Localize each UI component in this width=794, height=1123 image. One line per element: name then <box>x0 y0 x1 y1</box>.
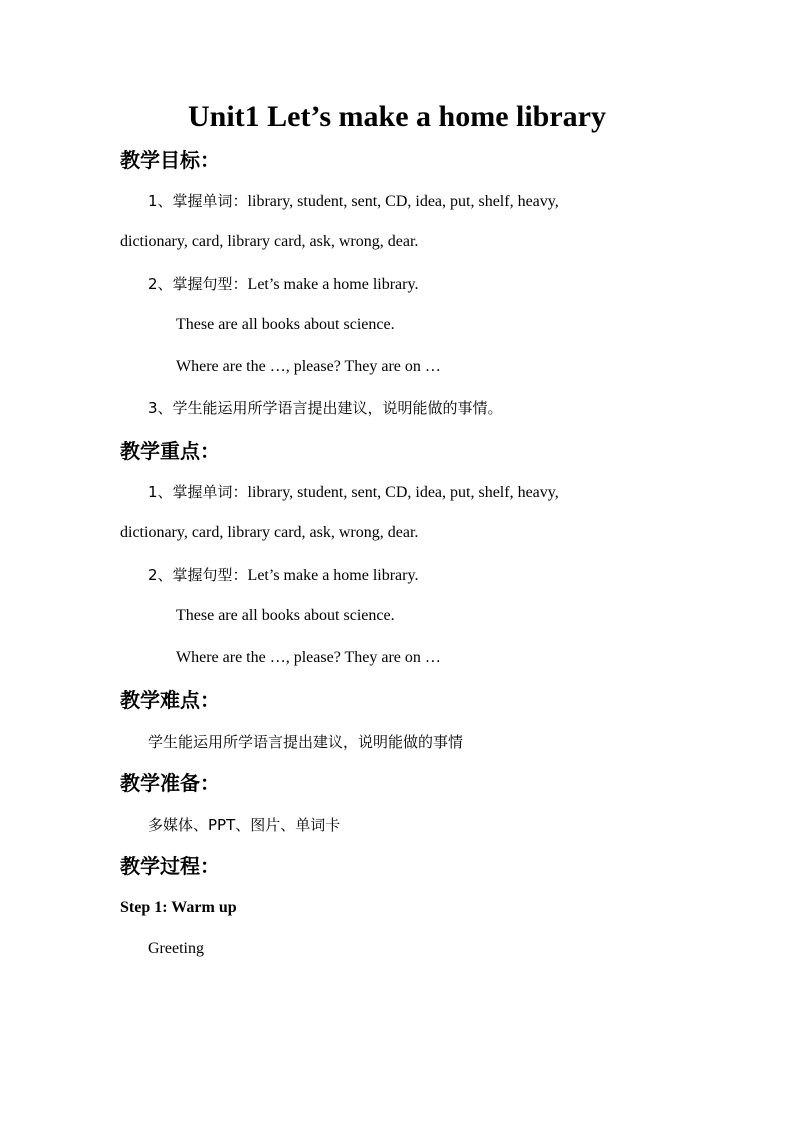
objectives-item-2 <box>148 273 418 296</box>
document-title: Unit1 Let’s make a home library <box>187 100 606 133</box>
key-points-item-2 <box>148 564 418 587</box>
key-points-item-2-prefix: 2、掌握句型： <box>148 566 248 584</box>
difficulties-heading: 教学难点： <box>120 688 220 712</box>
key-points-item-2-text: Let’s make a home library. <box>247 567 419 584</box>
objectives-item-3: 3、学生能运用所学语言提出建议，说明能做的事情。 <box>148 399 503 417</box>
difficulties-text: 学生能运用所学语言提出建议，说明能做的事情 <box>148 733 464 751</box>
preparation-heading: 教学准备： <box>120 771 220 795</box>
key-points-item-2-line-2: These are all books about science. <box>176 607 395 624</box>
key-points-item-2-line-3: Where are the …, please? They are on … <box>176 649 441 666</box>
key-points-item-1 <box>148 481 559 504</box>
key-points-item-1-text: library, student, sent, CD, idea, put, shelf, heavy, <box>247 484 559 501</box>
objectives-item-1 <box>148 190 559 213</box>
preparation-text: 多媒体、PPT、图片、单词卡 <box>148 816 341 834</box>
process-heading: 教学过程： <box>120 854 220 878</box>
objectives-item-2-prefix: 2、掌握句型： <box>148 275 248 293</box>
step-1-text: Greeting <box>148 940 204 957</box>
objectives-item-2-text: Let’s make a home library. <box>247 276 419 293</box>
objectives-item-1-continued: dictionary, card, library card, ask, wrong, dear. <box>120 233 419 250</box>
key-points-item-1-prefix: 1、掌握单词： <box>148 483 248 501</box>
objectives-item-2-line-3: Where are the …, please? They are on … <box>176 358 441 375</box>
objectives-item-2-line-2: These are all books about science. <box>176 316 395 333</box>
objectives-item-1-prefix: 1、掌握单词： <box>148 192 248 210</box>
key-points-heading: 教学重点： <box>120 439 220 463</box>
objectives-item-1-text: library, student, sent, CD, idea, put, shelf, heavy, <box>247 193 559 210</box>
key-points-item-1-continued: dictionary, card, library card, ask, wrong, dear. <box>120 524 419 541</box>
objectives-heading: 教学目标： <box>120 148 220 172</box>
step-1-title: Step 1: Warm up <box>120 899 237 916</box>
